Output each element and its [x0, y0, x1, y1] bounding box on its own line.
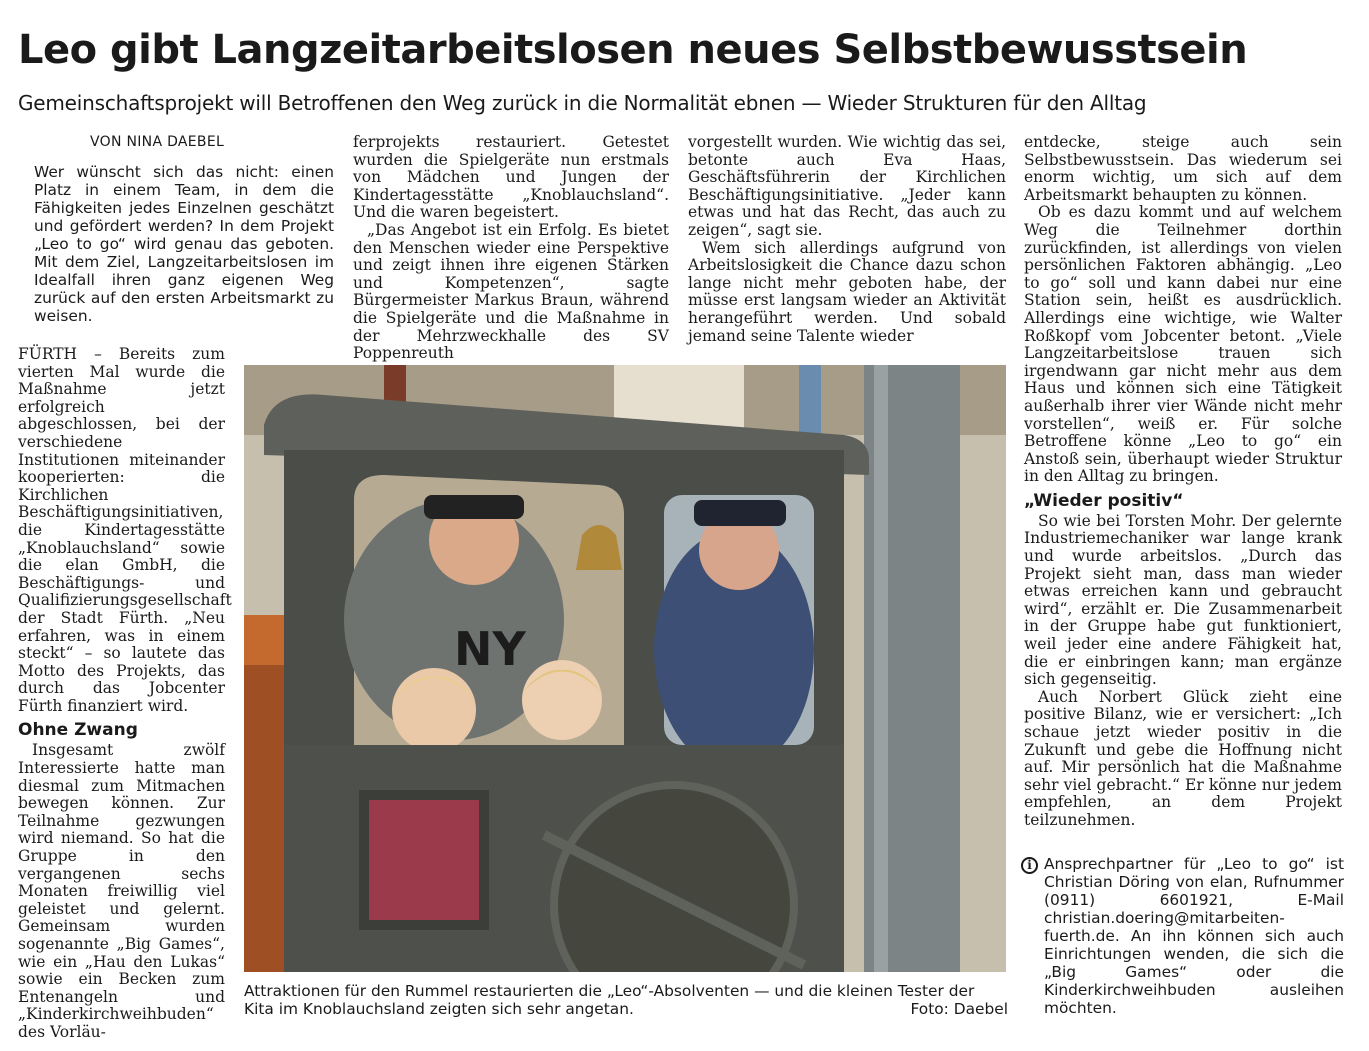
col2-paragraph-2: „Das Angebot ist ein Erfolg. Es bietet den Menschen wieder eine Perspektive und zeigt ihnen ihre eigenen Stärken und Kompetenzen“, sagte Bürgermeister Markus Braun, während die Spielgeräte und die Maßnahme in der Mehrzweckhalle des SV Poppenreuth: [353, 220, 669, 363]
col4-paragraph-1: entdecke, steige auch sein Selbstbewusstsein. Das wiederum sei enorm wichtig, um sich auf dem Arbeitsmarkt behaupten zu können.: [1024, 133, 1342, 204]
col4-paragraph-2: Ob es dazu kommt und auf welchem Weg die Teilnehmer dorthin zurückfinden, ist allerdings von vielen persönlichen Faktoren abhängig. „Leo to go“ soll und kann dabei nur eine Station sein, heißt es ausdrücklich. Allerdings eine wichtige, wie Walter Roßkopf vom Jobcenter betont. „Viele Langzeitarbeitslose trauen sich irgendwann gar nicht mehr aus dem Haus und können sich eine Tätigkeit außerhalb ihrer vier Wände nicht mehr vorstellen“, weiß er. Für solche Betroffene könne „Leo to go“ ein Anstoß sein, überhaupt wieder Struktur in den Alltag zu bringen.: [1024, 203, 1342, 486]
col4-paragraph-3: So wie bei Torsten Mohr. Der gelernte Industriemechaniker war lange krank und wurde arbeitslos. „Durch das Projekt sieht man, dass man wieder etwas erreichen kann und gebraucht wird“, erzählt er. Die Zusammenarbeit in der Gruppe habe gut funktioniert, weil jeder eine andere Fähigkeit hat, die er einbringen kann; man ergänze sich gegenseitig.: [1024, 511, 1342, 689]
column-1: [18, 345, 232, 1042]
col4-paragraph-4: Auch Norbert Glück zieht eine positive Bilanz, wie er versichert: „Ich schaue jetzt wieder positiv in die Zukunft und gebe die Hoffnung nicht auf. Mir persönlich hat die Maßnahme sehr viel gebracht.“ Er könne nur jedem empfehlen, an dem Projekt teilzunehmen.: [1024, 687, 1342, 829]
info-icon: i: [1021, 857, 1038, 874]
photo-illustration: [244, 365, 1006, 972]
info-box: [1027, 855, 1344, 1017]
info-text: Ansprechpartner für „Leo to go“ ist Christian Döring von elan, Rufnummer (0911) 6601921, E-Mail christian.doering@mitarbeiten-fuerth.de. An ihn können sich auch Einrichtungen wenden, die sich die „Big Games“ oder die Kinderkirchweihbuden ausleihen möchten.: [1044, 855, 1344, 1017]
shirt-print: NY: [454, 622, 526, 676]
photo-caption: [244, 982, 1008, 1018]
col3-paragraph-1: vorgestellt wurden. Wie wichtig das sei, betonte auch Eva Haas, Geschäftsführerin der Kirchlichen Beschäftigungsinitiative. „Jeder kann etwas und hat das Recht, das auch zu zeigen“, sagt sie.: [688, 133, 1006, 239]
photo-credit: Foto: Daebel: [910, 1000, 1008, 1018]
author-byline: VON NINA DAEBEL: [90, 134, 225, 150]
subhead-ohne-zwang: Ohne Zwang: [18, 720, 138, 741]
col1-paragraph-2: Insgesamt zwölf Interessierte hatte man diesmal zum Mitmachen bewegen können. Zur Teilnahme gezwungen wird niemand. So hat die Gruppe in den vergangenen sechs Monaten freiwillig viel geleistet und gelernt. Gemeinsam wurden sogenannte „Big Games“, wie ein „Hau den Lukas“ sowie ein Becken zum Entenangeln und „Kinderkirchweihbuden“ des Vorläu-: [18, 741, 225, 1041]
column-4: [1024, 134, 1342, 830]
column-2: [353, 134, 669, 363]
col3-paragraph-2: Wem sich allerdings aufgrund von Arbeitslosigkeit die Chance dazu schon lange nicht mehr geboten habe, der müsse erst langsam wieder an Aktivität herangeführt werden. Und sobald jemand seine Talente wieder: [688, 238, 1006, 345]
article-photo: [244, 365, 1006, 972]
column-3: [688, 134, 1006, 345]
subheadline: Gemeinschaftsprojekt will Betroffenen den Weg zurück in die Normalität ebnen — Wieder Strukturen für den Alltag: [18, 91, 1147, 115]
lead-text: Wer wünscht sich das nicht: einen Platz in einem Team, in dem die Fähigkeiten jedes Einzelnen geschätzt und gefördert werden? In dem Projekt „Leo to go“ wird genau das geboten. Mit dem Ziel, Langzeitarbeitslosen im Idealfall ihren ganz eigenen Weg zurück auf den ersten Arbeitsmarkt zu weisen.: [34, 163, 334, 325]
col1-paragraph-1: FÜRTH – Bereits zum vierten Mal wurde die Maßnahme jetzt erfolgreich abgeschlossen, bei der verschiedene Institutionen miteinander kooperierten: die Kirchlichen Beschäftigungsinitiativen, die Kindertagesstätte „Knoblauchsland“ sowie die elan GmbH, die Beschäftigungs- und Qualifizierungsgesellschaft der Stadt Fürth. „Neu erfahren, was in einem steckt“ – so lautete das Motto des Projekts, das durch das Jobcenter Fürth finanziert wird.: [18, 345, 232, 715]
headline: Leo gibt Langzeitarbeitslosen neues Selbstbewusstsein: [18, 27, 1248, 73]
col2-paragraph-1: ferprojekts restauriert. Getestet wurden die Spielgeräte nun erstmals von Mädchen und Jungen der Kindertagesstätte „Knoblauchsland“. Und die waren begeistert.: [353, 133, 669, 222]
lead-paragraph: [34, 163, 334, 325]
subhead-wieder-positiv: „Wieder positiv“: [1024, 490, 1184, 511]
caption-text: Attraktionen für den Rummel restaurierten die „Leo“-Absolventen — und die kleinen Tester der Kita im Knoblauchsland zeigten sich sehr angetan.: [244, 982, 975, 1018]
